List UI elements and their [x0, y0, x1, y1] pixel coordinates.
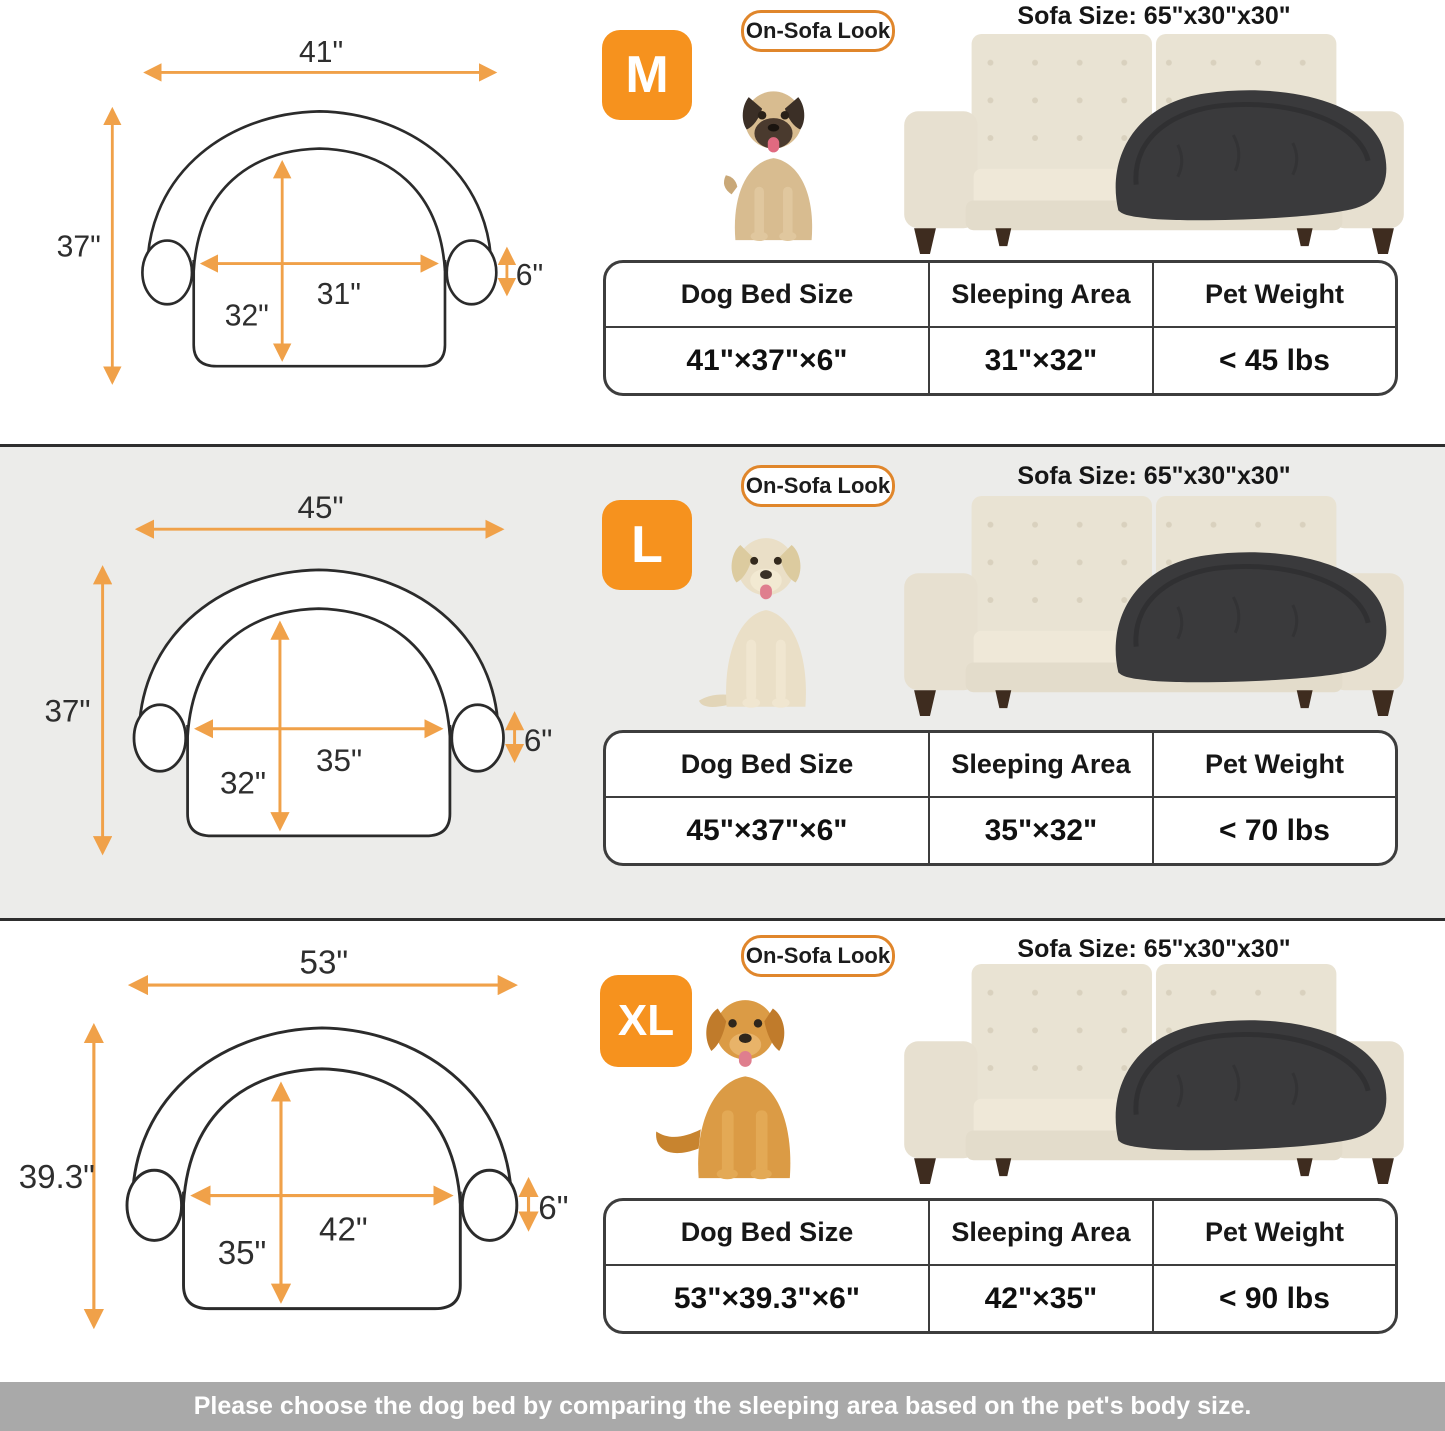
table-header-dog-bed-size: Dog Bed Size [606, 1201, 928, 1266]
sofa-with-dog-bed-image [878, 958, 1430, 1186]
width-dim-label: 41" [299, 35, 344, 69]
table-value-sleeping-area: 31"×32" [928, 328, 1152, 393]
dog-image-labrador [697, 523, 835, 711]
table-header-sleeping-area: Sleeping Area [928, 263, 1152, 328]
size-section-xl [0, 918, 1445, 1382]
on-sofa-look-badge: On-Sofa Look [741, 935, 895, 977]
table-value-sleeping-area: 42"×35" [928, 1266, 1152, 1331]
dog-bed-outline [142, 111, 496, 366]
footer-note: Please choose the dog bed by comparing the sleeping area based on the pet's body size. [0, 1382, 1445, 1431]
table-header-dog-bed-size: Dog Bed Size [606, 733, 928, 798]
thickness-dim-label: 6" [523, 722, 553, 758]
size-badge-l: L [602, 500, 692, 590]
dog-image-golden-retriever [652, 989, 864, 1185]
table-value-dog-bed-size: 45"×37"×6" [686, 813, 848, 847]
dimension-diagram-xl [12, 937, 587, 1345]
size-section-m [0, 0, 1445, 444]
size-table-l [603, 730, 1398, 866]
on-sofa-look-badge: On-Sofa Look [741, 10, 895, 52]
height-dim-label: 39.3" [18, 1158, 95, 1196]
thickness-dim-label: 6" [538, 1189, 569, 1227]
sleep-width-dim-label: 31" [316, 278, 361, 312]
table-header-sleeping-area: Sleeping Area [928, 1201, 1152, 1266]
dog-image-pug [706, 80, 841, 242]
table-value-pet-weight: < 70 lbs [1152, 798, 1395, 863]
on-sofa-look-badge: On-Sofa Look [741, 465, 895, 507]
size-section-l [0, 444, 1445, 918]
sofa-size-label: Sofa Size: 65"x30"x30" [1017, 462, 1291, 490]
dog-bed-outline [127, 1028, 517, 1309]
dog-bed-outline [134, 570, 503, 836]
width-dim-label: 53" [299, 944, 349, 982]
sleep-height-dim-label: 32" [219, 765, 267, 801]
table-header-pet-weight: Pet Weight [1152, 733, 1395, 798]
table-header-pet-weight: Pet Weight [1152, 263, 1395, 328]
width-dim-label: 45" [297, 490, 344, 526]
table-header-sleeping-area: Sleeping Area [928, 733, 1152, 798]
height-dim-label: 37" [44, 693, 91, 729]
size-table-xl [603, 1198, 1398, 1334]
table-value-pet-weight: < 45 lbs [1152, 328, 1395, 393]
sofa-size-label: Sofa Size: 65"x30"x30" [1017, 935, 1291, 963]
table-value-sleeping-area: 35"×32" [928, 798, 1152, 863]
size-table-m [603, 260, 1398, 396]
table-header-pet-weight: Pet Weight [1152, 1201, 1395, 1266]
sleep-height-dim-label: 32" [224, 299, 269, 333]
dimension-diagram-m [38, 28, 560, 400]
size-badge-m: M [602, 30, 692, 120]
table-value-dog-bed-size: 41"×37"×6" [686, 343, 848, 377]
sleep-width-dim-label: 35" [316, 743, 363, 779]
sleep-width-dim-label: 42" [319, 1211, 368, 1249]
table-value-pet-weight: < 90 lbs [1152, 1266, 1395, 1331]
size-badge-xl: XL [600, 975, 692, 1067]
thickness-dim-label: 6" [515, 258, 544, 292]
sofa-size-label: Sofa Size: 65"x30"x30" [1017, 2, 1291, 30]
table-header-dog-bed-size: Dog Bed Size [606, 263, 928, 328]
height-dim-label: 37" [56, 230, 101, 264]
sleep-height-dim-label: 35" [217, 1234, 267, 1272]
sofa-with-dog-bed-image [878, 490, 1430, 718]
sofa-with-dog-bed-image [878, 28, 1430, 256]
dimension-diagram-l [25, 483, 570, 871]
table-value-dog-bed-size: 53"×39.3"×6" [673, 1281, 861, 1315]
